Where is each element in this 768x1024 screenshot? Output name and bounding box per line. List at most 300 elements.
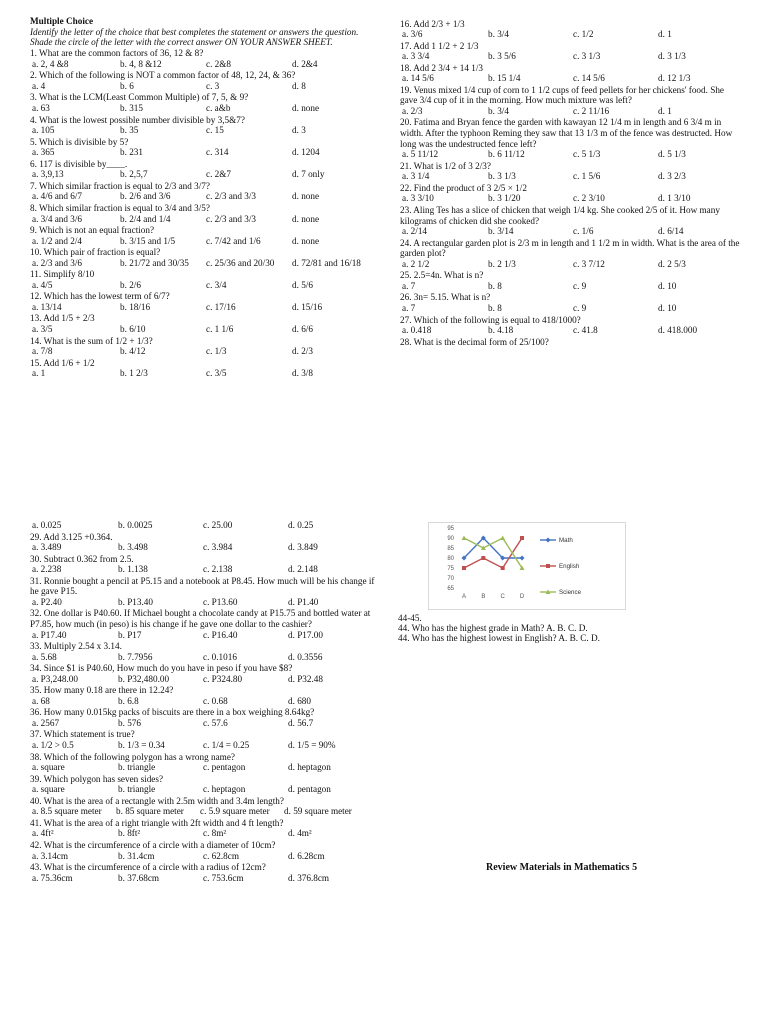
- grades-line-chart: [428, 522, 626, 610]
- choice-d[interactable]: d. 2 5/3: [658, 258, 686, 269]
- choice-c[interactable]: c. 15: [206, 125, 224, 136]
- answer-choices: [30, 564, 380, 575]
- question-item: [400, 19, 740, 41]
- answer-choices: [30, 630, 380, 641]
- choice-d[interactable]: d. 56.7: [288, 717, 314, 728]
- answer-choices: [30, 236, 370, 247]
- question-item: [30, 554, 380, 576]
- choice-c[interactable]: c. 62.8cm: [203, 850, 239, 861]
- choice-d[interactable]: d. none: [292, 213, 320, 224]
- choice-b[interactable]: b. 6 11/12: [488, 149, 525, 160]
- question-text: 27. Which of the following is equal to 418/1000?: [400, 314, 581, 325]
- choice-a[interactable]: a. 13/14: [32, 301, 62, 312]
- choice-b[interactable]: b. 0.0025: [118, 520, 153, 530]
- choice-c[interactable]: c. 41.8: [573, 325, 598, 336]
- choice-d[interactable]: d. 3: [292, 125, 306, 136]
- question-item: [30, 225, 370, 247]
- choice-a[interactable]: a. 2567: [32, 717, 60, 728]
- choice-a[interactable]: a. 3 3/4: [402, 51, 430, 62]
- question-item: [30, 685, 380, 707]
- question-item: [30, 862, 380, 884]
- choice-b[interactable]: b. 3/15 and 1/5: [120, 235, 176, 246]
- choice-d[interactable]: d. 4m²: [288, 828, 312, 839]
- choice-c[interactable]: c. pentagon: [203, 762, 246, 773]
- answer-choices: [30, 280, 370, 291]
- choice-a[interactable]: a. 365: [32, 147, 55, 158]
- choice-a[interactable]: a. 0.418: [402, 325, 432, 336]
- choice-c[interactable]: c. 3/4: [206, 279, 227, 290]
- answer-choices: [30, 81, 370, 92]
- question-item: [400, 85, 740, 117]
- choice-c[interactable]: c. 25.00: [203, 520, 233, 530]
- choice-a[interactable]: a. 3/6: [402, 29, 423, 40]
- choice-c[interactable]: c. 9: [573, 280, 587, 291]
- chart-question-44: 44. Who has the highest grade in Math? A. B. C. D.: [398, 623, 588, 633]
- y-tick-label: 85: [447, 546, 454, 552]
- choice-c[interactable]: c. heptagon: [203, 784, 246, 795]
- question-text: 14. What is the sum of 1/2 + 1/3?: [30, 335, 153, 346]
- choice-b[interactable]: b. 8: [488, 280, 502, 291]
- choice-d[interactable]: d. P17.00: [288, 629, 323, 640]
- question-item: [30, 752, 380, 774]
- choice-d[interactable]: d. 6/14: [658, 226, 684, 237]
- choice-c[interactable]: c. 2/3 and 3/3: [206, 213, 257, 224]
- question-item: [30, 774, 380, 796]
- question-item: [30, 576, 380, 608]
- choice-d[interactable]: d. 6.28cm: [288, 850, 325, 861]
- question-text: 40. What is the area of a rectangle with 2.5m width and 3.4m length?: [30, 795, 284, 806]
- question-item: [30, 137, 370, 159]
- choice-b[interactable]: b. 2/4 and 1/4: [120, 213, 171, 224]
- question-item: [400, 41, 740, 63]
- chart-question-range: 44-45.: [398, 613, 422, 623]
- y-tick-label: 65: [447, 586, 454, 592]
- choice-a[interactable]: a. 63: [32, 103, 50, 114]
- choice-b[interactable]: b. 85 square meter: [116, 806, 184, 817]
- choice-b[interactable]: b. P13.40: [118, 596, 153, 607]
- y-tick-label: 95: [447, 526, 454, 532]
- question-item: [30, 313, 370, 335]
- answer-choices: [400, 73, 740, 84]
- choice-d[interactable]: d. none: [292, 191, 320, 202]
- choice-d[interactable]: d. 1204: [292, 147, 320, 158]
- choice-b[interactable]: b. P17: [118, 629, 142, 640]
- answer-choices: [30, 214, 370, 225]
- question-text: 10. Which pair of fraction is equal?: [30, 247, 161, 258]
- choice-b[interactable]: b. 2/6 and 3/6: [120, 191, 171, 202]
- answer-choices: [400, 193, 740, 204]
- choice-d[interactable]: d. 2/3: [292, 346, 313, 357]
- question-text: 26. 3n= 5.15. What is n?: [400, 292, 491, 303]
- choice-d[interactable]: d. 2&4: [292, 58, 318, 69]
- choice-a[interactable]: a. 4/5: [32, 279, 53, 290]
- choice-a[interactable]: a. 68: [32, 695, 50, 706]
- question-item: [400, 117, 740, 160]
- answer-choices: [30, 740, 380, 751]
- question-item: [400, 161, 740, 183]
- choice-d[interactable]: d. 418.000: [658, 325, 698, 336]
- choice-b[interactable]: b. 315: [120, 103, 143, 114]
- data-point: [481, 556, 485, 560]
- choice-a[interactable]: a. 1: [32, 368, 46, 379]
- choice-c[interactable]: c. 9: [573, 303, 587, 313]
- answer-choices: [400, 106, 740, 117]
- choice-b[interactable]: b. 6.8: [118, 695, 139, 706]
- answer-choices: [30, 674, 380, 685]
- choice-b[interactable]: b. 2/6: [120, 279, 141, 290]
- question-item: [400, 205, 740, 237]
- choice-b[interactable]: b. 4.18: [488, 325, 514, 336]
- choice-c[interactable]: c. 57.6: [203, 717, 228, 728]
- question-text: 24. A rectangular garden plot is 2/3 m in length and 1 1/2 m in width. What is the area of the garden plot?: [400, 237, 740, 259]
- choice-b[interactable]: b. 2,5,7: [120, 169, 148, 180]
- choice-c[interactable]: c. 1/3: [206, 346, 227, 357]
- choice-b[interactable]: b. 576: [118, 717, 141, 728]
- choice-b[interactable]: b. 3/14: [488, 226, 514, 237]
- answer-choices: [30, 368, 370, 379]
- choice-a[interactable]: a. 3.489: [32, 542, 62, 553]
- choice-c[interactable]: c. 25/36 and 20/30: [206, 257, 275, 268]
- question-text: 2. Which of the following is NOT a common factor of 48, 12, 24, & 36?: [30, 70, 296, 81]
- choice-a[interactable]: a. 4ft²: [32, 828, 54, 839]
- choice-a[interactable]: a. 2, 4 &8: [32, 58, 69, 69]
- question-text: 19. Venus mixed 1/4 cup of corn to 1 1/2 cups of feed pellets for her chickens' food. She gave 3/4 cup of it in the morning. How much mixture was left?: [400, 84, 724, 106]
- choice-a[interactable]: a. P3,248.00: [32, 673, 78, 684]
- question-item: [30, 70, 370, 92]
- choice-c[interactable]: c. 7/42 and 1/6: [206, 235, 261, 246]
- y-tick-label: 75: [447, 566, 454, 572]
- choice-d[interactable]: d. heptagon: [288, 762, 331, 773]
- question-item: [30, 181, 370, 203]
- choice-c[interactable]: c. P13.60: [203, 596, 238, 607]
- question-text: 5. Which is divisible by 5?: [30, 136, 129, 147]
- choice-d[interactable]: d. none: [292, 235, 320, 246]
- choice-d[interactable]: d. 0.25: [288, 520, 314, 530]
- answer-choices: [400, 325, 740, 336]
- choice-c[interactable]: c. 1/4 = 0.25: [203, 740, 250, 751]
- answer-choices: [30, 125, 370, 136]
- x-tick-label: D: [519, 594, 525, 600]
- question-text: 23. Aling Tes has a slice of chicken that weigh 1/4 kg. She cooked 2/5 of it. How many kilograms of chicken did she cooked?: [400, 204, 720, 226]
- choice-b[interactable]: b. 3/4: [488, 105, 509, 116]
- answer-choices: [30, 346, 370, 357]
- choice-c[interactable]: c. 8m²: [203, 828, 227, 839]
- choice-c[interactable]: c. 314: [206, 147, 229, 158]
- choice-d[interactable]: d. 12 1/3: [658, 73, 691, 84]
- question-item: [30, 247, 370, 269]
- x-tick-label: B: [481, 594, 486, 600]
- legend-label: Science: [559, 589, 582, 596]
- choice-a[interactable]: a. 2.238: [32, 564, 62, 575]
- choice-c[interactable]: c. 17/16: [206, 301, 236, 312]
- question-text: 21. What is 1/2 of 3 2/3?: [400, 160, 491, 171]
- question-item: [400, 337, 740, 348]
- chart-frame: [429, 523, 626, 610]
- choice-b[interactable]: b. 37.68cm: [118, 872, 160, 883]
- question-text: 29. Add 3.125 +0.364.: [30, 531, 113, 542]
- answer-choices: [30, 169, 370, 180]
- choice-c[interactable]: c. 1 1/6: [206, 324, 234, 334]
- question-item: [30, 840, 380, 862]
- question-item: [30, 520, 380, 531]
- choice-c[interactable]: c. 2&7: [206, 169, 232, 180]
- question-text: 9. Which is not an equal fraction?: [30, 225, 155, 236]
- choice-d[interactable]: d. 15/16: [292, 301, 323, 312]
- choice-c[interactable]: c. 1 5/6: [573, 171, 601, 182]
- answer-choices: [30, 191, 370, 202]
- choice-a[interactable]: a. 3/5: [32, 324, 53, 334]
- answer-choices: [30, 59, 370, 70]
- y-tick-label: 70: [447, 576, 454, 582]
- choice-a[interactable]: a. 7: [402, 280, 416, 291]
- choice-d[interactable]: d. 2.148: [288, 564, 318, 575]
- choice-a[interactable]: a. 3,9,13: [32, 169, 64, 180]
- choice-c[interactable]: c. a&b: [206, 103, 231, 114]
- choice-a[interactable]: a. square: [32, 784, 65, 795]
- answer-choices: [30, 784, 380, 795]
- choice-c[interactable]: c. 0.1016: [203, 651, 237, 662]
- question-text: 3. What is the LCM(Least Common Multiple) of 7, 5, & 9?: [30, 92, 249, 103]
- question-text: 41. What is the area of a right triangle with 2ft width and 4 ft length?: [30, 817, 284, 828]
- choice-b[interactable]: b. 3 1/3: [488, 171, 516, 182]
- choice-c[interactable]: c. 3/5: [206, 368, 227, 379]
- choice-d[interactable]: d. pentagon: [288, 784, 331, 795]
- question-text: 42. What is the circumference of a circle with a diameter of 10cm?: [30, 839, 276, 850]
- choice-b[interactable]: b. 35: [120, 125, 139, 136]
- answer-choices: [400, 259, 740, 270]
- choice-a[interactable]: a. 1/2 and 2/4: [32, 235, 83, 246]
- answer-choices: [30, 147, 370, 158]
- choice-a[interactable]: a. 2/3: [402, 105, 423, 116]
- choice-b[interactable]: b. 4, 8 &12: [120, 58, 162, 69]
- question-text: 6. 117 is divisible by____.: [30, 158, 128, 169]
- choice-c[interactable]: c. 3 7/12: [573, 258, 605, 269]
- choice-a[interactable]: a. 4/6 and 6/7: [32, 191, 83, 202]
- choice-a[interactable]: a. 5 11/12: [402, 149, 439, 160]
- question-text: 15. Add 1/6 + 1/2: [30, 357, 95, 368]
- choice-a[interactable]: a. 1/2 > 0.5: [32, 740, 74, 751]
- choice-c[interactable]: c. 2&8: [206, 58, 232, 69]
- choice-d[interactable]: d. 376.8cm: [288, 872, 330, 883]
- question-item: [30, 707, 380, 729]
- question-list-c: [30, 520, 380, 884]
- choice-a[interactable]: a. 7/8: [32, 346, 53, 357]
- question-text: 11. Simplify 8/10: [30, 269, 95, 280]
- question-item: [30, 159, 370, 181]
- choice-c[interactable]: c. 3.984: [203, 542, 233, 553]
- choice-d[interactable]: d. 59 square meter: [284, 806, 352, 817]
- choice-c[interactable]: c. 3: [206, 80, 220, 91]
- question-text: 38. Which of the following polygon has a wrong name?: [30, 751, 235, 762]
- choice-d[interactable]: d. 5 1/3: [658, 149, 686, 160]
- chart-question-45: 44. Who has the highest lowest in English? A. B. C. D.: [398, 633, 600, 643]
- choice-b[interactable]: b. 4/12: [120, 346, 146, 357]
- choice-c[interactable]: c. 1/6: [573, 226, 594, 237]
- question-item: [30, 336, 370, 358]
- choice-d[interactable]: d. 5/6: [292, 279, 313, 290]
- choice-a[interactable]: a. 3.14cm: [32, 850, 68, 861]
- choice-b[interactable]: b. 6/10: [120, 324, 146, 334]
- choice-b[interactable]: b. 3 1/20: [488, 193, 521, 204]
- choice-d[interactable]: d. none: [292, 103, 320, 114]
- question-item: [30, 532, 380, 554]
- choice-a[interactable]: a. P17.40: [32, 629, 67, 640]
- answer-choices: [400, 29, 740, 40]
- choice-a[interactable]: a. 3 3/10: [402, 193, 434, 204]
- choice-d[interactable]: d. 8: [292, 80, 306, 91]
- choice-a[interactable]: a. 7: [402, 303, 416, 313]
- choice-d[interactable]: d. 3 2/3: [658, 171, 686, 182]
- choice-b[interactable]: b. triangle: [118, 762, 156, 773]
- choice-c[interactable]: c. 3 1/3: [573, 51, 601, 62]
- choice-b[interactable]: b. 3 5/6: [488, 51, 516, 62]
- question-text: 36. How many 0.015kg packs of biscuits are there in a box weighing 8.64kg?: [30, 707, 315, 718]
- choice-a[interactable]: a. 5.68: [32, 651, 57, 662]
- document-footer: Review Materials in Mathematics 5: [486, 862, 638, 873]
- x-tick-label: A: [461, 594, 467, 600]
- choice-a[interactable]: a. P2.40: [32, 596, 62, 607]
- choice-b[interactable]: b. 21/72 and 30/35: [120, 257, 189, 268]
- choice-a[interactable]: a. 2/14: [402, 226, 428, 237]
- choice-a[interactable]: a. 8.5 square meter: [32, 806, 102, 817]
- question-text: 37. Which statement is true?: [30, 729, 135, 740]
- data-point: [520, 536, 524, 540]
- choice-b[interactable]: b. 31.4cm: [118, 850, 155, 861]
- choice-b[interactable]: b. 8: [488, 303, 502, 313]
- question-text: 33. Multiply 2.54 x 3.14.: [30, 641, 122, 652]
- choice-d[interactable]: d. 7 only: [292, 169, 325, 180]
- choice-a[interactable]: a. 0.025: [32, 520, 62, 530]
- choice-b[interactable]: b. 3/4: [488, 29, 509, 40]
- answer-choices: [30, 652, 380, 663]
- question-item: [400, 315, 740, 337]
- choice-d[interactable]: d. 1: [658, 105, 672, 116]
- question-item: [30, 663, 380, 685]
- choice-c[interactable]: c. 2.138: [203, 564, 233, 575]
- choice-d[interactable]: d. 3/8: [292, 368, 313, 379]
- choice-b[interactable]: b. 3.498: [118, 542, 148, 553]
- choice-c[interactable]: c. 0.68: [203, 695, 228, 706]
- choice-c[interactable]: c. P16.40: [203, 629, 238, 640]
- question-item: [30, 608, 380, 640]
- question-text: 4. What is the lowest possible number divisible by 3,5&7?: [30, 114, 245, 125]
- choice-c[interactable]: c. 2 11/16: [573, 105, 610, 116]
- choice-d[interactable]: d. 1: [658, 29, 672, 40]
- question-text: 39. Which polygon has seven sides?: [30, 773, 164, 784]
- choice-c[interactable]: c. 5 1/3: [573, 149, 601, 160]
- data-point: [501, 566, 505, 570]
- choice-a[interactable]: a. square: [32, 762, 65, 773]
- answer-choices: [30, 258, 370, 269]
- question-text: 7. Which similar fraction is equal to 2/3 and 3/7?: [30, 180, 210, 191]
- choice-c[interactable]: c. 753.6cm: [203, 872, 244, 883]
- choice-d[interactable]: d. 1 3/10: [658, 193, 691, 204]
- answer-choices: [30, 103, 370, 114]
- question-text: 8. Which similar fraction is equal to 3/4 and 3/5?: [30, 202, 210, 213]
- y-tick-label: 90: [447, 536, 454, 542]
- question-item: [30, 269, 370, 291]
- question-item: [400, 292, 740, 314]
- choice-b[interactable]: b. 7.7956: [118, 651, 153, 662]
- choice-a[interactable]: a. 2/3 and 3/6: [32, 257, 83, 268]
- choice-b[interactable]: b. 6: [120, 80, 134, 91]
- choice-b[interactable]: b. 15 1/4: [488, 73, 521, 84]
- answer-choices: [30, 542, 380, 553]
- choice-c[interactable]: c. 2 3/10: [573, 193, 605, 204]
- question-list-b: [400, 19, 740, 348]
- question-item: [30, 203, 370, 225]
- question-text: 35. How many 0.18 are there in 12.24?: [30, 685, 174, 696]
- choice-d[interactable]: d. 680: [288, 695, 311, 706]
- choice-c[interactable]: c. P324.80: [203, 673, 243, 684]
- choice-a[interactable]: a. 105: [32, 125, 55, 136]
- choice-d[interactable]: d. 10: [658, 280, 677, 291]
- question-item: [400, 238, 740, 270]
- choice-d[interactable]: d. P32.48: [288, 673, 323, 684]
- choice-a[interactable]: a. 75.36cm: [32, 872, 73, 883]
- question-item: [30, 92, 370, 114]
- choice-a[interactable]: a. 3/4 and 3/6: [32, 213, 83, 224]
- choice-d[interactable]: d. 72/81 and 16/18: [292, 257, 361, 268]
- answer-choices: [30, 696, 380, 707]
- choice-d[interactable]: d. 3.849: [288, 542, 318, 553]
- answer-choices: [400, 149, 740, 160]
- choice-c[interactable]: c. 1/2: [573, 29, 594, 40]
- answer-choices: [400, 171, 740, 182]
- choice-d[interactable]: d. 0.3556: [288, 651, 323, 662]
- choice-b[interactable]: b. P32,480.00: [118, 673, 170, 684]
- choice-b[interactable]: b. 2 1/3: [488, 258, 516, 269]
- choice-a[interactable]: a. 2 1/2: [402, 258, 430, 269]
- choice-d[interactable]: d. P1.40: [288, 596, 319, 607]
- question-item: [30, 729, 380, 751]
- choice-c[interactable]: c. 14 5/6: [573, 73, 605, 84]
- choice-d[interactable]: d. 10: [658, 303, 677, 313]
- choice-d[interactable]: d. 1/5 = 90%: [288, 740, 336, 751]
- choice-d[interactable]: d. 3 1/3: [658, 51, 686, 62]
- question-text: 32. One dollar is P40.60. If Michael bought a chocolate candy at P15.75 and bottled water at P7.85, how much (in peso) is his change if he gave one dollar to the cashier?: [30, 608, 371, 629]
- choice-b[interactable]: b. 18/16: [120, 301, 151, 312]
- answer-choices: [400, 51, 740, 62]
- question-text: 30. Subtract 0.362 from 2.5.: [30, 553, 134, 564]
- choice-a[interactable]: a. 3 1/4: [402, 171, 430, 182]
- answer-choices: [400, 303, 740, 314]
- choice-c[interactable]: c. 5.9 square meter: [200, 806, 270, 817]
- chart-questions: [398, 613, 738, 643]
- choice-d[interactable]: d. 6/6: [292, 324, 313, 334]
- legend-label: Math: [559, 537, 573, 544]
- question-item: [400, 63, 740, 85]
- answer-choices: [30, 324, 370, 335]
- choice-b[interactable]: b. 1 2/3: [120, 368, 148, 379]
- choice-a[interactable]: a. 14 5/6: [402, 73, 434, 84]
- choice-b[interactable]: b. 1/3 = 0.34: [118, 740, 165, 751]
- question-item: [30, 48, 370, 70]
- question-item: [30, 115, 370, 137]
- choice-b[interactable]: b. 8ft²: [118, 828, 141, 839]
- legend-label: English: [559, 563, 580, 570]
- choice-b[interactable]: b. 231: [120, 147, 143, 158]
- choice-c[interactable]: c. 2/3 and 3/3: [206, 191, 257, 202]
- section-title: Multiple Choice: [30, 16, 94, 26]
- choice-b[interactable]: b. triangle: [118, 784, 156, 795]
- question-text: 22. Find the product of 3 2/5 × 1/2: [400, 182, 527, 193]
- choice-a[interactable]: a. 4: [32, 80, 46, 91]
- x-tick-label: C: [500, 594, 505, 600]
- question-item: [30, 291, 370, 313]
- choice-b[interactable]: b. 1.138: [118, 564, 148, 575]
- question-item: [30, 796, 380, 818]
